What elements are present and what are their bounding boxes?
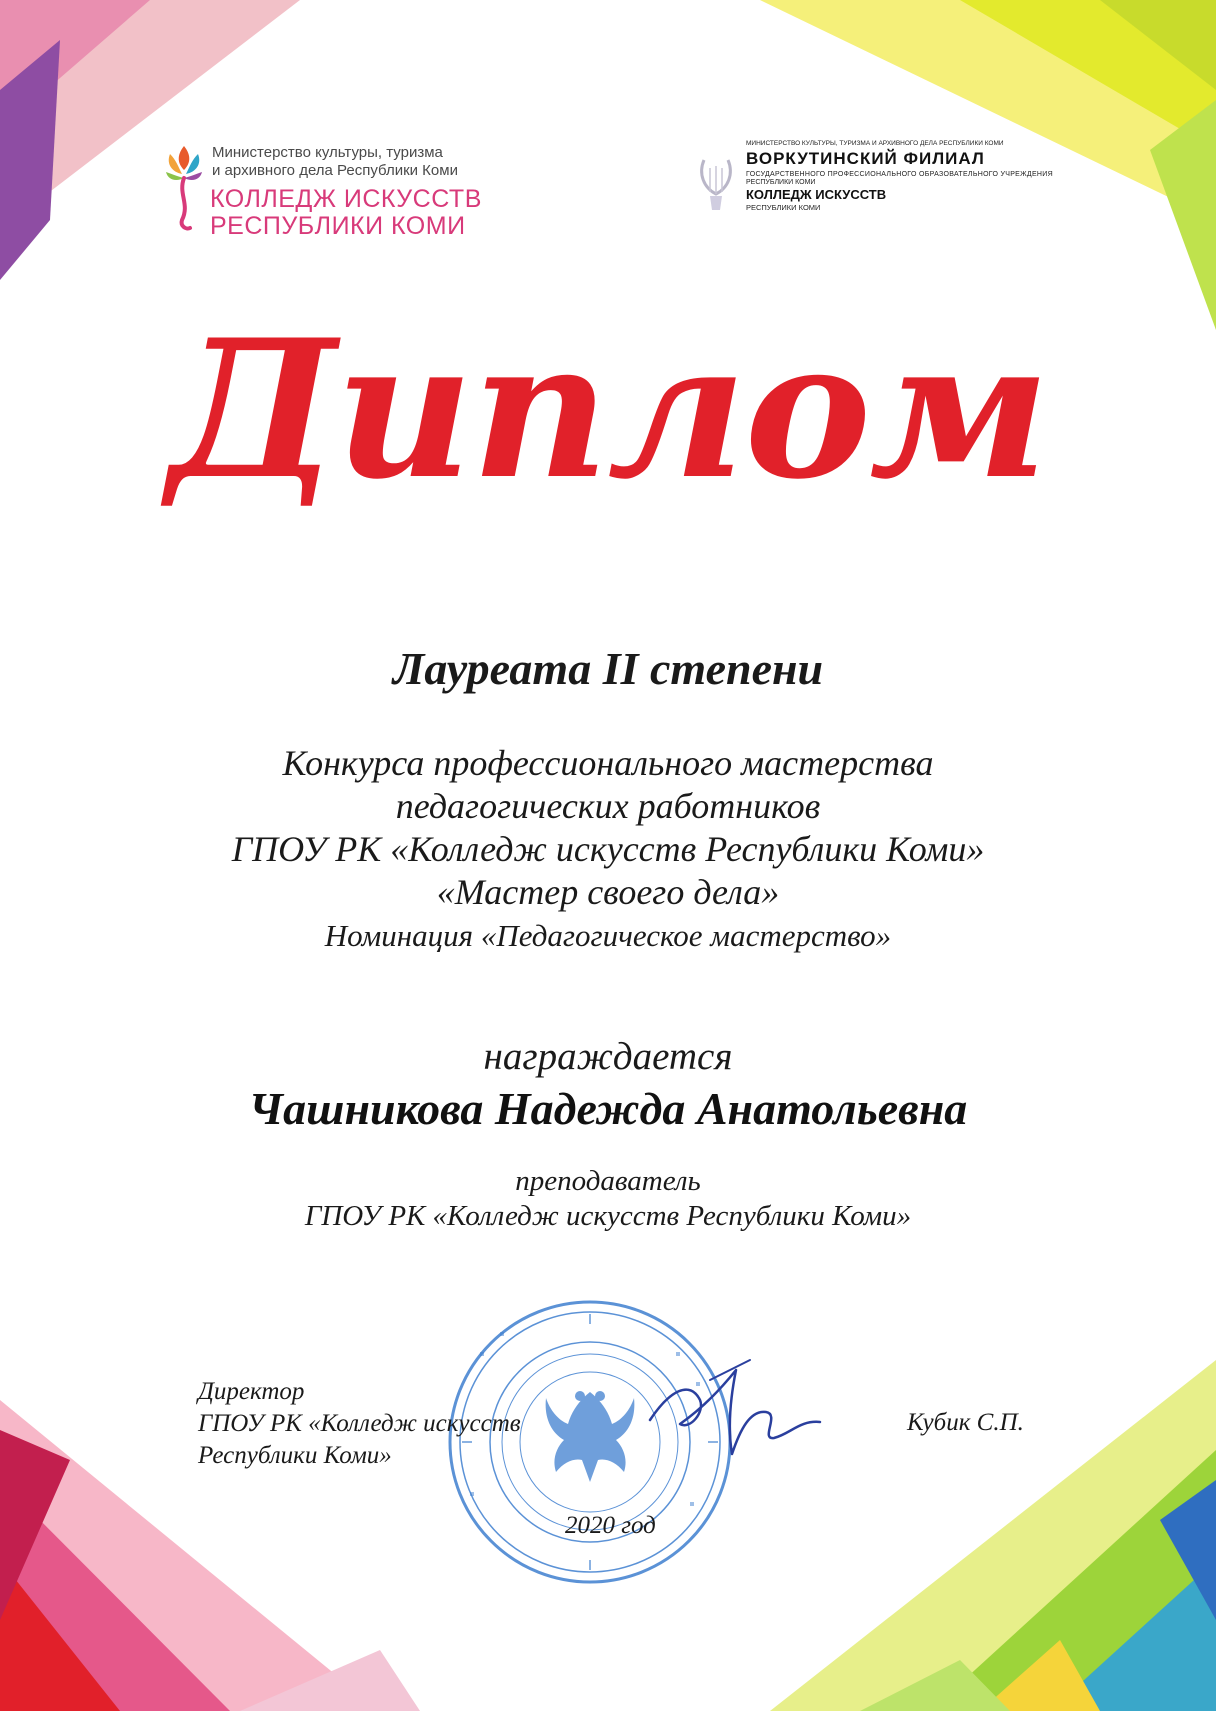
position-title: преподаватель [515, 1165, 701, 1197]
contest-line: ГПОУ РК «Колледж искусств Республики Коми» [231, 829, 985, 869]
director-organization: ГПОУ РК «Колледж искусств [198, 1410, 521, 1437]
contest-line: «Мастер своего дела» [436, 872, 780, 912]
recipient-position [0, 1164, 1216, 1234]
director-signature [640, 1350, 830, 1470]
position-organization: ГПОУ РК «Колледж искусств Республики Коми» [304, 1200, 912, 1232]
lyre-icon [696, 154, 736, 214]
contest-description [0, 742, 1216, 957]
branch-institution: ГОСУДАРСТВЕННОГО ПРОФЕССИОНАЛЬНОГО ОБРАЗОВАТЕЛЬНОГО УЧРЕЖДЕНИЯ [746, 171, 1053, 178]
diploma-title: Диплом [168, 298, 1048, 521]
flame-bird-icon [160, 142, 208, 234]
branch-republic-small: РЕСПУБЛИКИ КОМИ [746, 179, 816, 186]
ministry-line: и архивного дела Республики Коми [212, 162, 458, 179]
ministry-line: Министерство культуры, туризма [212, 144, 443, 161]
contest-line: педагогических работников [395, 786, 821, 826]
branch-republic: РЕСПУБЛИКИ КОМИ [746, 203, 821, 212]
recipient-name: Чашникова Надежда Анатольевна [248, 1083, 968, 1134]
director-name: Кубик С.П. [907, 1409, 1024, 1436]
branch-title: ВОРКУТИНСКИЙ ФИЛИАЛ [746, 149, 985, 168]
awarded-label: награждается [483, 1035, 733, 1078]
vorkuta-branch-logo [702, 140, 1062, 235]
nomination: Номинация «Педагогическое мастерство» [324, 918, 892, 953]
branch-college: КОЛЛЕДЖ ИСКУССТВ [746, 187, 887, 202]
college-name-line: РЕСПУБЛИКИ КОМИ [210, 212, 466, 240]
laureate-degree: Лауреата II степени [392, 643, 824, 694]
contest-line: Конкурса профессионального мастерства [282, 743, 934, 783]
branch-ministry: МИНИСТЕРСТВО КУЛЬТУРЫ, ТУРИЗМА И АРХИВНОГО ДЕЛА РЕСПУБЛИКИ КОМИ [746, 140, 1004, 147]
director-block [198, 1376, 521, 1472]
director-organization: Республики Коми» [198, 1442, 392, 1469]
issue-year: 2020 год [565, 1512, 656, 1539]
college-logo [160, 140, 490, 240]
college-name-line: КОЛЛЕДЖ ИСКУССТВ [210, 185, 482, 213]
director-title: Директор [198, 1378, 305, 1405]
